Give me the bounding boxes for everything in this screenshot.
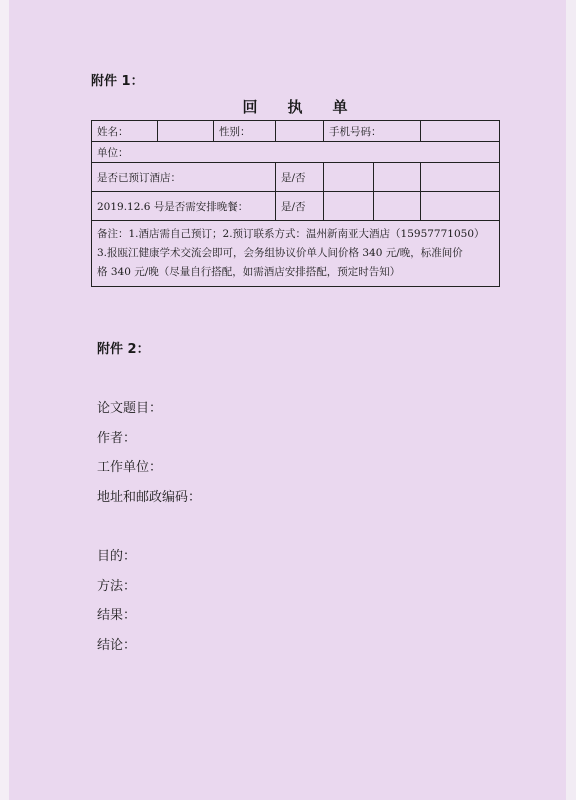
page-edge-left — [0, 0, 9, 800]
unit-label: 单位： — [92, 142, 500, 163]
note-line-2: 3.报瓯江健康学术交流会即可，会务组协议价单人间价格 340 元/晚，标准间价 — [97, 247, 463, 259]
blank-cell — [324, 163, 374, 192]
dinner-choice: 是/否 — [276, 192, 324, 221]
hotel-booked-label: 是否已预订酒店： — [92, 163, 276, 192]
blank-cell — [421, 192, 500, 221]
result-label: 结果： — [97, 608, 137, 623]
gender-label: 性别： — [214, 121, 276, 142]
phone-label: 手机号码： — [324, 121, 421, 142]
table-row — [92, 142, 500, 163]
conclusion-label: 结论： — [97, 638, 137, 653]
page-edge-right — [566, 0, 576, 800]
attachment-1-heading: 附件 1： — [91, 74, 144, 89]
table-row — [92, 163, 500, 192]
blank-cell — [421, 163, 500, 192]
author-label: 作者： — [97, 431, 137, 446]
blank-cell — [374, 163, 421, 192]
note-line-3: 格 340 元/晚（尽量自行搭配，如需酒店安排搭配，预定时告知） — [97, 266, 401, 278]
blank-cell — [324, 192, 374, 221]
table-row — [92, 192, 500, 221]
address-label: 地址和邮政编码： — [97, 490, 202, 505]
method-label: 方法： — [97, 579, 137, 594]
gender-value-cell — [276, 121, 324, 142]
name-value-cell — [158, 121, 214, 142]
note-cell — [92, 221, 500, 287]
receipt-title: 回执单 — [242, 98, 378, 116]
table-row — [92, 221, 500, 287]
receipt-form-table — [91, 120, 500, 287]
purpose-label: 目的： — [97, 549, 137, 564]
hotel-booked-choice: 是/否 — [276, 163, 324, 192]
paper-title-label: 论文题目： — [97, 401, 163, 416]
table-row — [92, 121, 500, 142]
work-unit-label: 工作单位： — [97, 460, 163, 475]
note-line-1: 备注：1.酒店需自己预订；2.预订联系方式：温州新南亚大酒店（15957771050） — [97, 228, 485, 240]
phone-value-cell — [421, 121, 500, 142]
dinner-label: 2019.12.6 号是否需安排晚餐： — [92, 192, 276, 221]
blank-cell — [374, 192, 421, 221]
name-label: 姓名： — [92, 121, 158, 142]
attachment-2-heading: 附件 2： — [97, 342, 150, 357]
